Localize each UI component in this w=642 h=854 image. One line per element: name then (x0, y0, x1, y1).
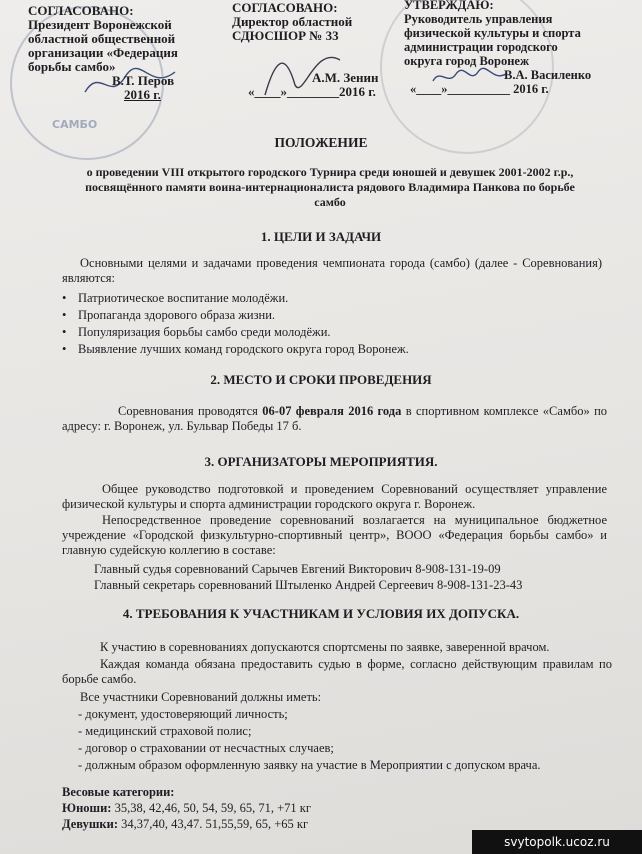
requirements-p2: Каждая команда обязана предоставить судью в форме, согласно действующим правилам по борьбе самбо. (62, 657, 612, 686)
weights-girls: Девушки: 34,37,40, 43,47. 51,55,59, 65, +65 кг (62, 817, 309, 831)
section-heading-goals: 1. ЦЕЛИ И ЗАДАЧИ (260, 229, 382, 244)
approval-line: Руководитель управления (404, 12, 553, 26)
organizers-p1: Общее руководство подготовкой и проведением Соревнований осуществляет управление физической культуры и спорта администрации городского округа г. Воронеж. (62, 482, 607, 511)
subtitle-line: самбо (314, 195, 346, 209)
list-item: • Пропаганда здорового образа жизни. (62, 307, 409, 324)
goals-list (62, 290, 409, 358)
subtitle-line: о проведении VIII открытого городского Турнира среди юношей и девушек 2001-2002 г.р., (86, 165, 574, 179)
document-subtitle (40, 165, 620, 210)
list-item: - должным образом оформленную заявку на участие в Мероприятии с допуском врача. (78, 758, 541, 772)
list-item: • Выявление лучших команд городского округа город Воронеж. (62, 341, 409, 358)
place-paragraph: Соревнования проводятся 06-07 февраля 2016 года в спортивном комплексе «Самбо» по адресу: г. Воронеж, ул. Бульвар Победы 17 б. (62, 404, 608, 433)
chief-secretary: Главный секретарь соревнований Штыленко Андрей Сергеевич 8-908-131-23-43 (94, 578, 523, 592)
approval-date: «____»__________ 2016 г. (410, 82, 549, 96)
approval-line: борьбы самбо» (28, 59, 116, 74)
weights-boys: Юноши: 35,38, 42,46, 50, 54, 59, 65, 71, +71 кг (62, 801, 311, 815)
approval-block-middle (232, 1, 379, 99)
section-heading-place: 2. МЕСТО И СРОКИ ПРОВЕДЕНИЯ (210, 372, 432, 387)
list-item: - договор о страховании от несчастных случаев; (78, 741, 334, 755)
approval-date: 2016 г. (124, 87, 161, 102)
approval-block-left (28, 4, 178, 102)
approval-date: «____»________2016 г. (248, 84, 376, 99)
approval-line: Президент Воронежской (28, 17, 172, 32)
requirements-p1: К участию в соревнованиях допускаются спортсмены по заявке, заверенной врачом. (100, 640, 550, 654)
approval-line: СДЮСШОР № 33 (232, 28, 339, 43)
subtitle-line: посвящённого памяти воина-интернационалиста рядового Владимира Панкова по борьбе (85, 180, 575, 194)
approval-signer: А.М. Зенин (312, 70, 379, 85)
organizers-p2: Непосредственное проведение соревнований возлагается на муниципальное бюджетное учреждение «Городской физкультурно-спортивный центр», ВООО «Федерация борьбы самбо» и главную судейскую коллегию в составе: (62, 513, 607, 557)
approval-line: округа город Воронеж (404, 54, 530, 68)
approval-title: СОГЛАСОВАНО: (232, 0, 338, 15)
approval-line: физической культуры и спорта (404, 26, 581, 40)
approval-block-right (404, 0, 591, 96)
approval-line: администрации городского (404, 40, 558, 54)
stamp-label: САМБО (52, 118, 98, 131)
goals-intro: Основными целями и задачами проведения чемпионата города (самбо) (далее - Соревнования) являются: (62, 256, 602, 285)
approval-signer: В.А. Василенко (504, 68, 592, 82)
document-title: ПОЛОЖЕНИЕ (274, 135, 368, 150)
section-heading-organizers: 3. ОРГАНИЗАТОРЫ МЕРОПРИЯТИЯ. (204, 454, 438, 469)
watermark-site: svytopolk.ucoz.ru (472, 830, 642, 854)
list-item: - документ, удостоверяющий личность; (78, 707, 288, 721)
list-item: • Патриотическое воспитание молодёжи. (62, 290, 409, 307)
approval-title: СОГЛАСОВАНО: (28, 3, 134, 18)
requirements-p3: Все участники Соревнований должны иметь: (80, 690, 322, 704)
list-item: • Популяризация борьбы самбо среди молодёжи. (62, 324, 409, 341)
approval-line: областной общественной (28, 31, 176, 46)
approval-line: Директор областной (232, 14, 353, 29)
event-date: 06-07 февраля 2016 года (262, 404, 402, 418)
approval-title: УТВЕРЖДАЮ: (404, 0, 494, 12)
list-item: - медицинский страховой полис; (78, 724, 252, 738)
approval-signer: В.Т. Перов (112, 73, 175, 88)
chief-judge: Главный судья соревнований Сарычев Евгений Викторович 8-908-131-19-09 (94, 562, 501, 576)
section-heading-requirements: 4. ТРЕБОВАНИЯ К УЧАСТНИКАМ И УСЛОВИЯ ИХ ДОПУСКА. (122, 606, 520, 621)
approval-line: организации «Федерация (28, 45, 178, 60)
weights-title: Весовые категории: (62, 785, 175, 799)
